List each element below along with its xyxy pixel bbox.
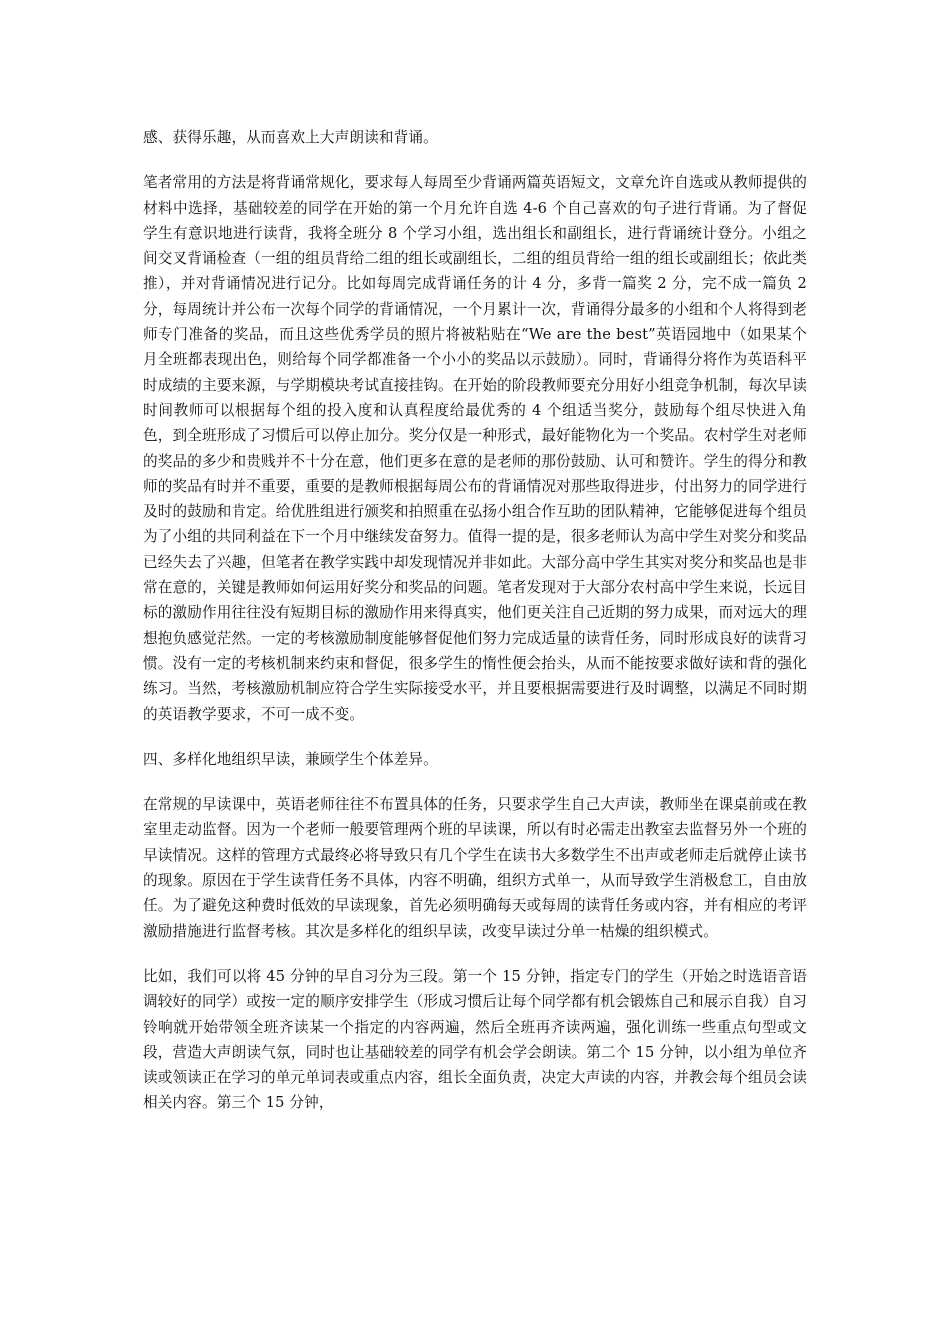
paragraph-recitation-method: 笔者常用的方法是将背诵常规化，要求每人每周至少背诵两篇英语短文，文章允许自选或从教师提供的材料中选择，基础较差的同学在开始的第一个月允许自选 4-6 个自己喜欢的句子进行背诵。为了督促学生有意识地进行读背，我将全班分 8 个学习小组，选出组长和副组长，进行背诵统计登分。小组之间交叉背诵检查（一组的组员背给二组的组长或副组长，二组的组员背给一组的组长或副组长；依此类推），并对背诵情况进行记分。比如每周完成背诵任务的计 4 分，多背一篇奖 2 分，完不成一篇负 2 分，每周统计并公布一次每个同学的背诵情况，一个月累计一次，背诵得分最多的小组和个人将得到老师专门准备的奖品，而且这些优秀学员的照片将被粘贴在“We are the best”英语园地中（如果某个月全班都表现出色，则给每个同学都准备一个小小的奖品以示鼓励）。同时，背诵得分将作为英语科平时成绩的主要来源，与学期模块考试直接挂钩。在开始的阶段教师要充分用好小组竞争机制，每次早读时间教师可以根据每个组的投入度和认真程度给最优秀的 4 个组适当奖分，鼓励每个组尽快进入角色，到全班形成了习惯后可以停止加分。奖分仅是一种形式，最好能物化为一个奖品。农村学生对老师的奖品的多少和贵贱并不十分在意，他们更多在意的是老师的那份鼓励、认可和赞许。学生的得分和教师的奖品有时并不重要，重要的是教师根据每周公布的背诵情况对那些取得进步，付出努力的同学进行及时的鼓励和肯定。给优胜组进行颁奖和拍照重在弘扬小组合作互助的团队精神，它能够促进每个组员为了小组的共同利益在下一个月中继续发奋努力。值得一提的是，很多老师认为高中学生对奖分和奖品已经失去了兴趣，但笔者在教学实践中却发现情况并非如此。大部分高中学生其实对奖分和奖品也是非常在意的，关键是教师如何运用好奖分和奖品的问题。笔者发现对于大部分农村高中学生来说，长远目标的激励作用往往没有短期目标的激励作用来得真实，他们更关注自己近期的努力成果，而对远大的理想抱负感觉茫然。一定的考核激励制度能够督促他们努力完成适量的读背任务，同时形成良好的读背习惯。没有一定的考核机制来约束和督促，很多学生的惰性便会抬头，从而不能按要求做好读和背的强化练习。当然，考核激励机制应符合学生实际接受水平，并且要根据需要进行及时调整，以满足不同时期的英语教学要求，不可一成不变。	[143, 174, 807, 723]
paragraph-intro-continuation: 感、获得乐趣，从而喜欢上大声朗读和背诵。	[143, 129, 438, 146]
paragraph-regular-morning-reading: 在常规的早读课中，英语老师往往不布置具体的任务，只要求学生自己大声读，教师坐在课桌前或在教室里走动监督。因为一个老师一般要管理两个班的早读课，所以有时必需走出教室去监督另外一个班的早读情况。这样的管理方式最终必将导致只有几个学生在读书大多数学生不出声或老师走后就停止读书的现象。原因在于学生读背任务不具体，内容不明确，组织方式单一，从而导致学生消极怠工，自由放任。为了避免这种费时低效的早读现象，首先必须明确每天或每周的读背任务或内容，并有相应的考评激励措施进行监督考核。其次是多样化的组织早读，改变早读过分单一枯燥的组织模式。	[143, 796, 807, 940]
paragraph-example-schedule: 比如，我们可以将 45 分钟的早自习分为三段。第一个 15 分钟，指定专门的学生（开始之时选语音语调较好的同学）或按一定的顺序安排学生（形成习惯后让每个同学都有机会锻炼自己和展示自我）自习铃响就开始带领全班齐读某一个指定的内容两遍，然后全班再齐读两遍，强化训练一些重点句型或文段，营造大声朗读气氛，同时也让基础较差的同学有机会学会朗读。第二个 15 分钟，以小组为单位齐读或领读正在学习的单元单词表或重点内容，组长全面负责，决定大声读的内容，并教会每个组员会读相关内容。第三个 15 分钟，	[143, 967, 807, 1112]
section-heading-four: 四、多样化地组织早读，兼顾学生个体差异。	[143, 750, 438, 768]
